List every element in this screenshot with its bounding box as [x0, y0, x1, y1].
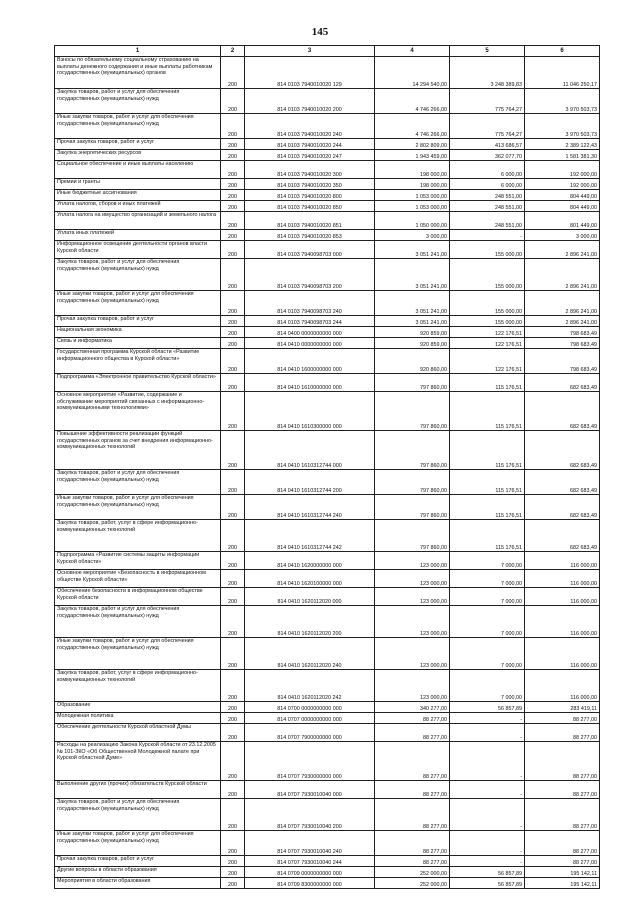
column-header: 6 [525, 46, 600, 57]
row-executed-amount-cell: - [450, 742, 525, 781]
row-name-cell: Социальное обеспечение и иные выплаты населению [55, 161, 221, 179]
row-approved-amount-cell: 340 277,00 [375, 702, 450, 713]
row-name-cell: Государственная программа Курской области «Развитие информационного общества в Курской области» [55, 349, 221, 374]
column-header: 4 [375, 46, 450, 57]
row-remaining-amount-cell: 798 683,49 [525, 327, 600, 338]
row-executed-amount-cell: 7 000,00 [450, 606, 525, 638]
row-executed-amount-cell: 248 551,00 [450, 201, 525, 212]
row-name-cell: Обеспечение безопасности в информационном обществе Курской области [55, 588, 221, 606]
row-remaining-amount-cell: 2 896 241,00 [525, 241, 600, 259]
row-line-code-cell: 200 [221, 212, 245, 230]
table-row [55, 724, 600, 742]
row-executed-amount-cell: 56 857,89 [450, 867, 525, 878]
row-name-cell: Взносы по обязательному социальному страхованию на выплаты денежного содержания и иные выплаты работникам государственных (муниципальных) органов [55, 57, 221, 89]
row-executed-amount-cell: 56 857,89 [450, 878, 525, 889]
row-approved-amount-cell: 920 859,00 [375, 327, 450, 338]
row-approved-amount-cell: 88 277,00 [375, 742, 450, 781]
row-classification-code-cell: 814 0103 7940010020 247 [245, 150, 375, 161]
row-remaining-amount-cell: 2 896 241,00 [525, 291, 600, 316]
row-line-code-cell: 200 [221, 392, 245, 431]
row-line-code-cell: 200 [221, 114, 245, 139]
row-name-cell: Основное мероприятие «Безопасность в информационном обществе Курской области» [55, 570, 221, 588]
row-name-cell: Закупка товаров, работ и услуг для обеспечения государственных (муниципальных) нужд [55, 799, 221, 831]
row-executed-amount-cell: 6 000,00 [450, 161, 525, 179]
row-name-cell: Иные закупки товаров, работ и услуг для обеспечения государственных (муниципальных) нужд [55, 638, 221, 670]
row-remaining-amount-cell: 88 277,00 [525, 742, 600, 781]
row-line-code-cell: 200 [221, 638, 245, 670]
row-name-cell: Подпрограмма «Электронное правительство Курской области» [55, 374, 221, 392]
row-remaining-amount-cell: 116 000,00 [525, 670, 600, 702]
row-approved-amount-cell: 797 860,00 [375, 520, 450, 552]
row-remaining-amount-cell: 682 683,49 [525, 520, 600, 552]
row-approved-amount-cell: 88 277,00 [375, 831, 450, 856]
row-executed-amount-cell: - [450, 724, 525, 742]
row-classification-code-cell: 814 0410 1620112020 240 [245, 638, 375, 670]
row-line-code-cell: 200 [221, 139, 245, 150]
row-line-code-cell: 200 [221, 179, 245, 190]
row-executed-amount-cell: 155 000,00 [450, 316, 525, 327]
row-name-cell: Основное мероприятие «Развитие, содержание и обслуживание мероприятий связанных с информационно-коммуникационными технологиями» [55, 392, 221, 431]
row-line-code-cell: 200 [221, 470, 245, 495]
row-approved-amount-cell: 252 000,00 [375, 867, 450, 878]
row-classification-code-cell: 814 0103 7940010020 851 [245, 212, 375, 230]
row-classification-code-cell: 814 0103 7940010020 350 [245, 179, 375, 190]
row-classification-code-cell: 814 0103 7940010020 200 [245, 89, 375, 114]
row-remaining-amount-cell: 2 389 122,43 [525, 139, 600, 150]
row-classification-code-cell: 814 0103 7940010020 244 [245, 139, 375, 150]
row-approved-amount-cell: 88 277,00 [375, 799, 450, 831]
row-classification-code-cell: 814 0103 7940010020 853 [245, 230, 375, 241]
row-remaining-amount-cell: 283 419,11 [525, 702, 600, 713]
table-row [55, 150, 600, 161]
row-classification-code-cell: 814 0103 7940098703 240 [245, 291, 375, 316]
row-remaining-amount-cell: 195 142,11 [525, 867, 600, 878]
table-row [55, 781, 600, 799]
row-approved-amount-cell: 3 051 241,00 [375, 259, 450, 291]
row-executed-amount-cell: 7 000,00 [450, 588, 525, 606]
row-remaining-amount-cell: 116 000,00 [525, 552, 600, 570]
row-executed-amount-cell: 362 077,70 [450, 150, 525, 161]
table-row [55, 702, 600, 713]
row-line-code-cell: 200 [221, 495, 245, 520]
row-executed-amount-cell: 56 857,89 [450, 702, 525, 713]
column-header: 5 [450, 46, 525, 57]
row-remaining-amount-cell: 88 277,00 [525, 781, 600, 799]
row-remaining-amount-cell: 682 683,49 [525, 392, 600, 431]
row-line-code-cell: 200 [221, 316, 245, 327]
row-line-code-cell: 200 [221, 374, 245, 392]
row-remaining-amount-cell: 1 581 381,30 [525, 150, 600, 161]
row-approved-amount-cell: 797 860,00 [375, 374, 450, 392]
row-executed-amount-cell: 7 000,00 [450, 638, 525, 670]
table-row [55, 878, 600, 889]
row-approved-amount-cell: 123 000,00 [375, 670, 450, 702]
row-name-cell: Повышение эффективности реализации функций государственных органов за счет внедрения информационно-коммуникационных технологий [55, 431, 221, 470]
table-body [55, 57, 600, 889]
row-classification-code-cell: 814 0410 1620112020 242 [245, 670, 375, 702]
row-remaining-amount-cell: 192 000,00 [525, 179, 600, 190]
row-classification-code-cell: 814 0410 1610312744 242 [245, 520, 375, 552]
row-approved-amount-cell: 920 860,00 [375, 349, 450, 374]
table-row [55, 742, 600, 781]
table-row [55, 139, 600, 150]
row-classification-code-cell: 814 0410 1620000000 000 [245, 552, 375, 570]
row-classification-code-cell: 814 0707 7930010040 240 [245, 831, 375, 856]
row-line-code-cell: 200 [221, 606, 245, 638]
row-executed-amount-cell: - [450, 831, 525, 856]
row-classification-code-cell: 814 0410 0000000000 000 [245, 338, 375, 349]
row-line-code-cell: 200 [221, 856, 245, 867]
row-executed-amount-cell: 7 000,00 [450, 552, 525, 570]
table-row [55, 57, 600, 89]
row-line-code-cell: 200 [221, 831, 245, 856]
row-classification-code-cell: 814 0103 7940098703 200 [245, 259, 375, 291]
row-executed-amount-cell: 122 176,51 [450, 327, 525, 338]
row-classification-code-cell: 814 0707 7930010040 000 [245, 781, 375, 799]
row-line-code-cell: 200 [221, 230, 245, 241]
row-classification-code-cell: 814 0707 0000000000 000 [245, 713, 375, 724]
row-line-code-cell: 200 [221, 241, 245, 259]
row-classification-code-cell: 814 0707 7930000000 000 [245, 742, 375, 781]
row-executed-amount-cell: 413 686,57 [450, 139, 525, 150]
row-executed-amount-cell: - [450, 799, 525, 831]
row-name-cell: Закупка товаров, работ и услуг для обеспечения государственных (муниципальных) нужд [55, 606, 221, 638]
row-remaining-amount-cell: 798 683,49 [525, 349, 600, 374]
row-classification-code-cell: 814 0103 7940010020 240 [245, 114, 375, 139]
row-name-cell: Уплата налога на имущество организаций и земельного налога [55, 212, 221, 230]
row-remaining-amount-cell: 195 142,11 [525, 878, 600, 889]
row-classification-code-cell: 814 0410 1620112020 000 [245, 588, 375, 606]
row-approved-amount-cell: 3 051 241,00 [375, 316, 450, 327]
row-approved-amount-cell: 88 277,00 [375, 781, 450, 799]
row-name-cell: Закупка энергетических ресурсов [55, 150, 221, 161]
row-classification-code-cell: 814 0410 1610000000 000 [245, 374, 375, 392]
row-name-cell: Прочая закупка товаров, работ и услуг [55, 316, 221, 327]
row-approved-amount-cell: 2 802 809,00 [375, 139, 450, 150]
row-approved-amount-cell: 88 277,00 [375, 856, 450, 867]
table-row [55, 201, 600, 212]
row-approved-amount-cell: 198 000,00 [375, 179, 450, 190]
row-line-code-cell: 200 [221, 742, 245, 781]
row-executed-amount-cell: 155 000,00 [450, 291, 525, 316]
row-approved-amount-cell: 920 859,00 [375, 338, 450, 349]
row-classification-code-cell: 814 0707 7930010040 200 [245, 799, 375, 831]
row-approved-amount-cell: 198 000,00 [375, 161, 450, 179]
row-line-code-cell: 200 [221, 161, 245, 179]
row-remaining-amount-cell: 798 683,49 [525, 338, 600, 349]
table-row [55, 856, 600, 867]
table-row [55, 799, 600, 831]
table-row [55, 552, 600, 570]
column-header: 2 [221, 46, 245, 57]
row-classification-code-cell: 814 0103 7940010020 850 [245, 201, 375, 212]
table-row [55, 670, 600, 702]
row-line-code-cell: 200 [221, 713, 245, 724]
row-approved-amount-cell: 1 053 000,00 [375, 201, 450, 212]
row-name-cell: Обеспечение деятельности Курской областной Думы [55, 724, 221, 742]
row-classification-code-cell: 814 0707 7900000000 000 [245, 724, 375, 742]
row-approved-amount-cell: 252 000,00 [375, 878, 450, 889]
row-approved-amount-cell: 797 860,00 [375, 431, 450, 470]
row-classification-code-cell: 814 0410 1610312744 200 [245, 470, 375, 495]
row-name-cell: Закупка товаров, работ и услуг для обеспечения государственных (муниципальных) нужд [55, 89, 221, 114]
row-classification-code-cell: 814 0410 1620112020 200 [245, 606, 375, 638]
row-name-cell: Закупка товаров, работ и услуг для обеспечения государственных (муниципальных) нужд [55, 259, 221, 291]
table-row [55, 161, 600, 179]
column-header: 1 [55, 46, 221, 57]
table-row [55, 179, 600, 190]
row-classification-code-cell: 814 0709 0000000000 000 [245, 867, 375, 878]
row-classification-code-cell: 814 0103 7940010020 800 [245, 190, 375, 201]
row-name-cell: Выполнение других (прочих) обязательств Курской области [55, 781, 221, 799]
row-remaining-amount-cell: 804 449,00 [525, 201, 600, 212]
table-row [55, 259, 600, 291]
row-approved-amount-cell: 14 294 540,00 [375, 57, 450, 89]
row-name-cell: Мероприятия в области образования [55, 878, 221, 889]
row-remaining-amount-cell: 11 046 250,17 [525, 57, 600, 89]
row-executed-amount-cell: 155 000,00 [450, 259, 525, 291]
row-approved-amount-cell: 4 746 266,00 [375, 89, 450, 114]
row-line-code-cell: 200 [221, 552, 245, 570]
row-executed-amount-cell: 7 000,00 [450, 570, 525, 588]
row-executed-amount-cell: - [450, 713, 525, 724]
row-executed-amount-cell: 115 176,51 [450, 374, 525, 392]
row-remaining-amount-cell: 116 000,00 [525, 588, 600, 606]
table-row [55, 606, 600, 638]
row-remaining-amount-cell: 3 970 503,73 [525, 89, 600, 114]
row-executed-amount-cell: 7 000,00 [450, 670, 525, 702]
row-classification-code-cell: 814 0103 7940010020 129 [245, 57, 375, 89]
row-line-code-cell: 200 [221, 190, 245, 201]
table-row [55, 241, 600, 259]
row-name-cell: Связь и информатика [55, 338, 221, 349]
row-line-code-cell: 200 [221, 431, 245, 470]
row-name-cell: Уплата налогов, сборов и иных платежей [55, 201, 221, 212]
row-approved-amount-cell: 797 860,00 [375, 392, 450, 431]
row-approved-amount-cell: 123 000,00 [375, 588, 450, 606]
table-row [55, 212, 600, 230]
table-row [55, 570, 600, 588]
row-executed-amount-cell: 115 176,51 [450, 495, 525, 520]
row-classification-code-cell: 814 0410 1610312744 240 [245, 495, 375, 520]
row-line-code-cell: 200 [221, 702, 245, 713]
row-line-code-cell: 200 [221, 588, 245, 606]
table-row [55, 831, 600, 856]
table-row [55, 327, 600, 338]
row-approved-amount-cell: 88 277,00 [375, 724, 450, 742]
row-name-cell: Подпрограмма «Развитие системы защиты информации Курской области» [55, 552, 221, 570]
row-line-code-cell: 200 [221, 878, 245, 889]
table-row [55, 392, 600, 431]
row-approved-amount-cell: 123 000,00 [375, 638, 450, 670]
row-remaining-amount-cell: 3 970 503,73 [525, 114, 600, 139]
row-executed-amount-cell: 775 764,27 [450, 89, 525, 114]
row-classification-code-cell: 814 0410 1620100000 000 [245, 570, 375, 588]
row-approved-amount-cell: 1 050 000,00 [375, 212, 450, 230]
row-line-code-cell: 200 [221, 327, 245, 338]
row-line-code-cell: 200 [221, 291, 245, 316]
row-remaining-amount-cell: 682 683,49 [525, 374, 600, 392]
row-executed-amount-cell: 248 551,00 [450, 190, 525, 201]
row-line-code-cell: 200 [221, 781, 245, 799]
row-executed-amount-cell: 248 551,00 [450, 212, 525, 230]
row-approved-amount-cell: 123 000,00 [375, 570, 450, 588]
row-executed-amount-cell: - [450, 856, 525, 867]
row-approved-amount-cell: 3 051 241,00 [375, 291, 450, 316]
row-name-cell: Премии и гранты [55, 179, 221, 190]
row-line-code-cell: 200 [221, 259, 245, 291]
table-row [55, 520, 600, 552]
table-row [55, 114, 600, 139]
row-name-cell: Информационное освещение деятельности органов власти Курской области [55, 241, 221, 259]
table-row [55, 638, 600, 670]
row-line-code-cell: 200 [221, 57, 245, 89]
table-row [55, 338, 600, 349]
row-remaining-amount-cell: 2 896 241,00 [525, 316, 600, 327]
row-approved-amount-cell: 123 000,00 [375, 552, 450, 570]
row-remaining-amount-cell: 682 683,49 [525, 431, 600, 470]
row-remaining-amount-cell: 88 277,00 [525, 724, 600, 742]
row-name-cell: Национальная экономика [55, 327, 221, 338]
row-line-code-cell: 200 [221, 520, 245, 552]
row-name-cell: Иные закупки товаров, работ и услуг для обеспечения государственных (муниципальных) нужд [55, 831, 221, 856]
row-remaining-amount-cell: 3 000,00 [525, 230, 600, 241]
row-approved-amount-cell: 1 053 000,00 [375, 190, 450, 201]
row-name-cell: Иные закупки товаров, работ и услуг для обеспечения государственных (муниципальных) нужд [55, 291, 221, 316]
row-classification-code-cell: 814 0410 1610312744 000 [245, 431, 375, 470]
row-name-cell: Закупка товаров, работ, услуг в сфере информационно-коммуникационных технологий [55, 520, 221, 552]
row-name-cell: Прочая закупка товаров, работ и услуг [55, 856, 221, 867]
row-name-cell: Иные закупки товаров, работ и услуг для обеспечения государственных (муниципальных) нужд [55, 114, 221, 139]
row-classification-code-cell: 814 0410 1600000000 000 [245, 349, 375, 374]
row-remaining-amount-cell: 682 683,49 [525, 470, 600, 495]
budget-execution-table [54, 45, 600, 889]
table-row [55, 349, 600, 374]
table-row [55, 230, 600, 241]
row-approved-amount-cell: 3 051 241,00 [375, 241, 450, 259]
row-remaining-amount-cell: 88 277,00 [525, 856, 600, 867]
table-row [55, 588, 600, 606]
row-line-code-cell: 200 [221, 570, 245, 588]
row-classification-code-cell: 814 0103 7940098703 000 [245, 241, 375, 259]
row-name-cell: Прочая закупка товаров, работ и услуг [55, 139, 221, 150]
row-name-cell: Расходы на реализацию Закона Курской области от 23.12.2005 № 101-ЗКО «Об Общественной Молодежной палате при Курской областной Думе» [55, 742, 221, 781]
table-row [55, 867, 600, 878]
row-line-code-cell: 200 [221, 799, 245, 831]
row-line-code-cell: 200 [221, 867, 245, 878]
row-remaining-amount-cell: 88 277,00 [525, 713, 600, 724]
row-executed-amount-cell: 3 248 389,83 [450, 57, 525, 89]
row-line-code-cell: 200 [221, 89, 245, 114]
table-row [55, 89, 600, 114]
table-header-row [55, 46, 600, 57]
row-remaining-amount-cell: 192 000,00 [525, 161, 600, 179]
row-name-cell: Уплата иных платежей [55, 230, 221, 241]
row-classification-code-cell: 814 0103 7940010020 300 [245, 161, 375, 179]
row-executed-amount-cell: 122 176,51 [450, 349, 525, 374]
row-name-cell: Молодежная политика [55, 713, 221, 724]
row-approved-amount-cell: 88 277,00 [375, 713, 450, 724]
row-executed-amount-cell: 115 176,51 [450, 470, 525, 495]
row-executed-amount-cell: - [450, 230, 525, 241]
row-executed-amount-cell: 115 176,51 [450, 520, 525, 552]
row-executed-amount-cell: 122 176,51 [450, 338, 525, 349]
row-approved-amount-cell: 3 000,00 [375, 230, 450, 241]
row-remaining-amount-cell: 88 277,00 [525, 799, 600, 831]
row-line-code-cell: 200 [221, 724, 245, 742]
table-row [55, 291, 600, 316]
row-executed-amount-cell: - [450, 781, 525, 799]
table-row [55, 713, 600, 724]
row-approved-amount-cell: 797 860,00 [375, 470, 450, 495]
row-executed-amount-cell: 155 000,00 [450, 241, 525, 259]
row-remaining-amount-cell: 116 000,00 [525, 570, 600, 588]
row-approved-amount-cell: 1 943 459,00 [375, 150, 450, 161]
page-number: 145 [311, 26, 329, 38]
row-classification-code-cell: 814 0709 8300000000 000 [245, 878, 375, 889]
row-classification-code-cell: 814 0700 0000000000 000 [245, 702, 375, 713]
row-line-code-cell: 200 [221, 670, 245, 702]
row-executed-amount-cell: 115 176,51 [450, 431, 525, 470]
row-name-cell: Иные закупки товаров, работ и услуг для обеспечения государственных (муниципальных) нужд [55, 495, 221, 520]
row-classification-code-cell: 814 0103 7940098703 244 [245, 316, 375, 327]
row-line-code-cell: 200 [221, 349, 245, 374]
table-row [55, 495, 600, 520]
row-name-cell: Закупка товаров, работ, услуг в сфере информационно-коммуникационных технологий [55, 670, 221, 702]
row-approved-amount-cell: 4 746 266,00 [375, 114, 450, 139]
row-remaining-amount-cell: 116 000,00 [525, 638, 600, 670]
row-approved-amount-cell: 123 000,00 [375, 606, 450, 638]
column-header: 3 [245, 46, 375, 57]
row-name-cell: Закупка товаров, работ и услуг для обеспечения государственных (муниципальных) нужд [55, 470, 221, 495]
row-remaining-amount-cell: 801 449,00 [525, 212, 600, 230]
row-executed-amount-cell: 115 176,51 [450, 392, 525, 431]
row-remaining-amount-cell: 2 896 241,00 [525, 259, 600, 291]
row-approved-amount-cell: 797 860,00 [375, 495, 450, 520]
row-executed-amount-cell: 775 764,27 [450, 114, 525, 139]
table-row [55, 431, 600, 470]
table-row [55, 316, 600, 327]
row-classification-code-cell: 814 0707 7930010040 244 [245, 856, 375, 867]
row-remaining-amount-cell: 682 683,49 [525, 495, 600, 520]
row-name-cell: Образование [55, 702, 221, 713]
table-row [55, 374, 600, 392]
table-row [55, 190, 600, 201]
row-line-code-cell: 200 [221, 201, 245, 212]
table-row [55, 470, 600, 495]
row-name-cell: Иные бюджетные ассигнования [55, 190, 221, 201]
row-line-code-cell: 200 [221, 150, 245, 161]
row-remaining-amount-cell: 804 449,00 [525, 190, 600, 201]
row-remaining-amount-cell: 116 000,00 [525, 606, 600, 638]
row-classification-code-cell: 814 0400 0000000000 000 [245, 327, 375, 338]
row-remaining-amount-cell: 88 277,00 [525, 831, 600, 856]
row-line-code-cell: 200 [221, 338, 245, 349]
row-name-cell: Другие вопросы в области образования [55, 867, 221, 878]
row-classification-code-cell: 814 0410 1610300000 000 [245, 392, 375, 431]
row-executed-amount-cell: 6 000,00 [450, 179, 525, 190]
